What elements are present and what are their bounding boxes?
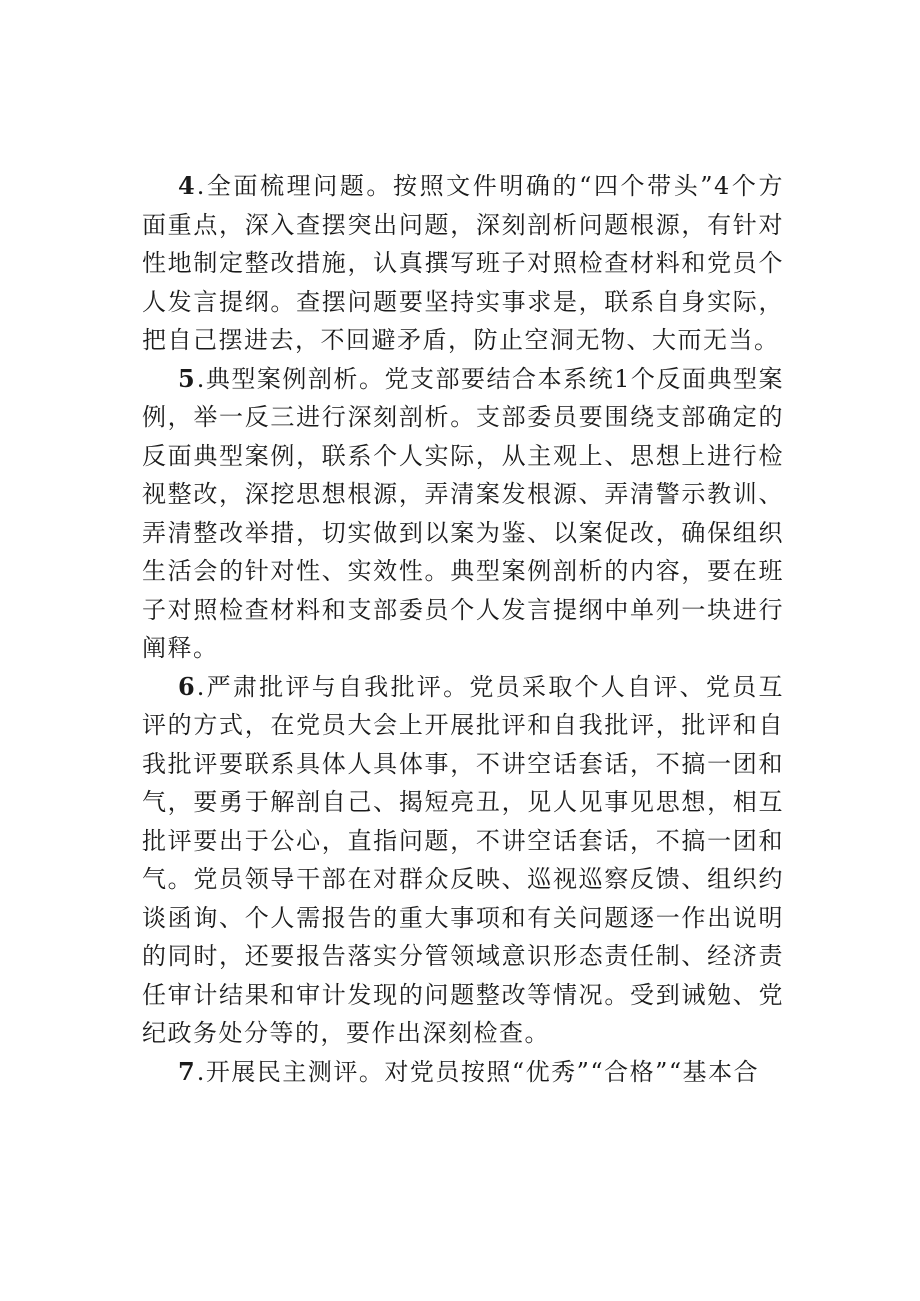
paragraph-4 <box>142 167 784 360</box>
paragraph-text: .典型案例剖析。党支部要结合本系统1个反面典型案例，举一反三进行深刻剖析。支部委员要围绕支部确定的反面典型案例，联系个人实际，从主观上、思想上进行检视整改，深挖思想根源，弄清案发根源、弄清警示教训、弄清整改举措，切实做到以案为鉴、以案促改，确保组织生活会的针对性、实效性。典型案例剖析的内容，要在班子对照检查材料和支部委员个人发言提纲中单列一块进行阐释。 <box>142 364 784 662</box>
paragraph-number: 5 <box>178 363 197 393</box>
paragraph-number: 6 <box>178 671 197 701</box>
paragraph-6 <box>142 668 784 1053</box>
document-body <box>142 167 784 1091</box>
paragraph-number: 7 <box>178 1056 197 1086</box>
paragraph-text: .全面梳理问题。按照文件明确的“四个带头”4个方面重点，深入查摆突出问题，深刻剖析问题根源，有针对性地制定整改措施，认真撰写班子对照检查材料和党员个人发言提纲。查摆问题要坚持实事求是，联系自身实际，把自己摆进去，不回避矛盾，防止空洞无物、大而无当。 <box>142 172 784 354</box>
paragraph-5 <box>142 360 784 668</box>
paragraph-text: .开展民主测评。对党员按照“优秀”“合格”“基本合 <box>196 1057 760 1086</box>
paragraph-7 <box>142 1053 784 1092</box>
paragraph-text: .严肃批评与自我批评。党员采取个人自评、党员互评的方式，在党员大会上开展批评和自我批评，批评和自我批评要联系具体人具体事，不讲空话套话，不搞一团和气，要勇于解剖自己、揭短亮丑，见人见事见思想，相互批评要出于公心，直指问题，不讲空话套话，不搞一团和气。党员领导干部在对群众反映、巡视巡察反馈、组织约谈函询、个人需报告的重大事项和有关问题逐一作出说明的同时，还要报告落实分管领域意识形态责任制、经济责任审计结果和审计发现的问题整改等情况。受到诫勉、党纪政务处分等的，要作出深刻检查。 <box>142 672 784 1047</box>
paragraph-number: 4 <box>178 171 197 200</box>
